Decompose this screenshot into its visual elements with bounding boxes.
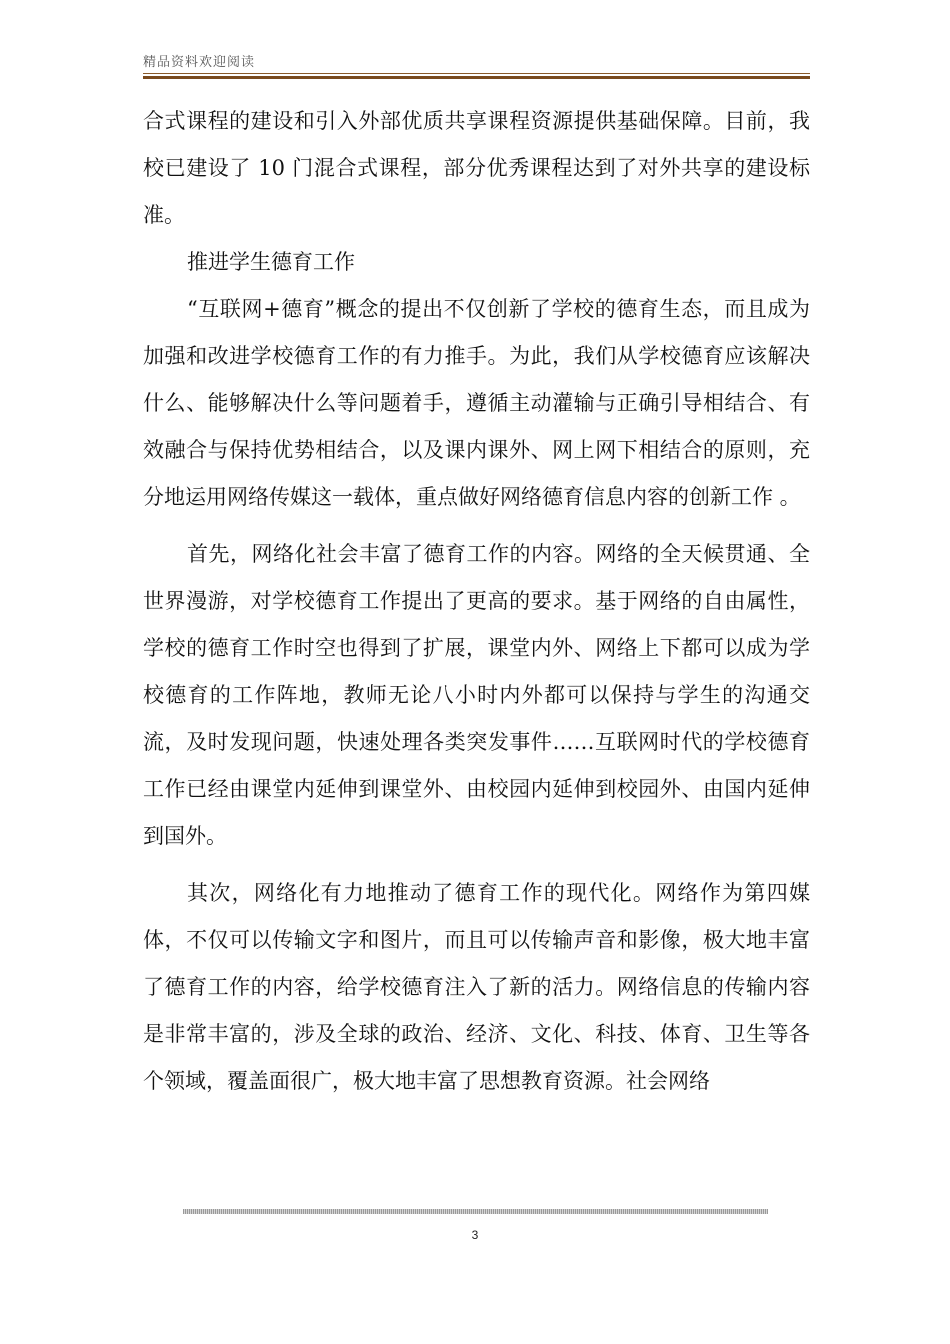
header-rule-thick [143,76,810,79]
paragraph-first: 首先，网络化社会丰富了德育工作的内容。网络的全天候贯通、全世界漫游，对学校德育工作提出了更高的要求。基于网络的自由属性，学校的德育工作时空也得到了扩展，课堂内外、网络上下都可以成为学校德育的工作阵地，教师无论八小时内外都可以保持与学生的沟通交流，及时发现问题，快速处理各类突发事件……互联网时代的学校德育工作已经由课堂内延伸到课堂外、由校园内延伸到校园外、由国内延伸到国外。 [143,542,810,848]
page-header [143,55,810,79]
footer-rule [183,1209,768,1214]
paragraph-continuation: 合式课程的建设和引入外部优质共享课程资源提供基础保障。目前，我校已建设了 10 门混合式课程，部分优秀课程达到了对外共享的建设标准。 [143,109,810,227]
paragraph-second: 其次，网络化有力地推动了德育工作的现代化。网络作为第四媒体，不仅可以传输文字和图片，而且可以传输声音和影像，极大地丰富了德育工作的内容，给学校德育注入了新的活力。网络信息的传输内容是非常丰富的，涉及全球的政治、经济、文化、科技、体育、卫生等各个领域，覆盖面很广，极大地丰富了思想教育资源。社会网络 [143,881,810,1093]
header-text: 精品资料欢迎阅读 [143,55,256,70]
paragraph-intro: “互联网+德育”概念的提出不仅创新了学校的德育生态，而且成为加强和改进学校德育工作的有力推手。为此，我们从学校德育应该解决什么、能够解决什么等问题着手，遵循主动灌输与正确引导相结合、有效融合与保持优势相结合，以及课内课外、网上网下相结合的原则，充分地运用网络传媒这一载体，重点做好网络德育信息内容的创新工作 。 [143,297,810,509]
header-rule-thin [143,73,810,74]
section-heading: 推进学生德育工作 [187,250,355,274]
page-number: 3 [471,1228,479,1242]
document-body [143,98,810,1105]
